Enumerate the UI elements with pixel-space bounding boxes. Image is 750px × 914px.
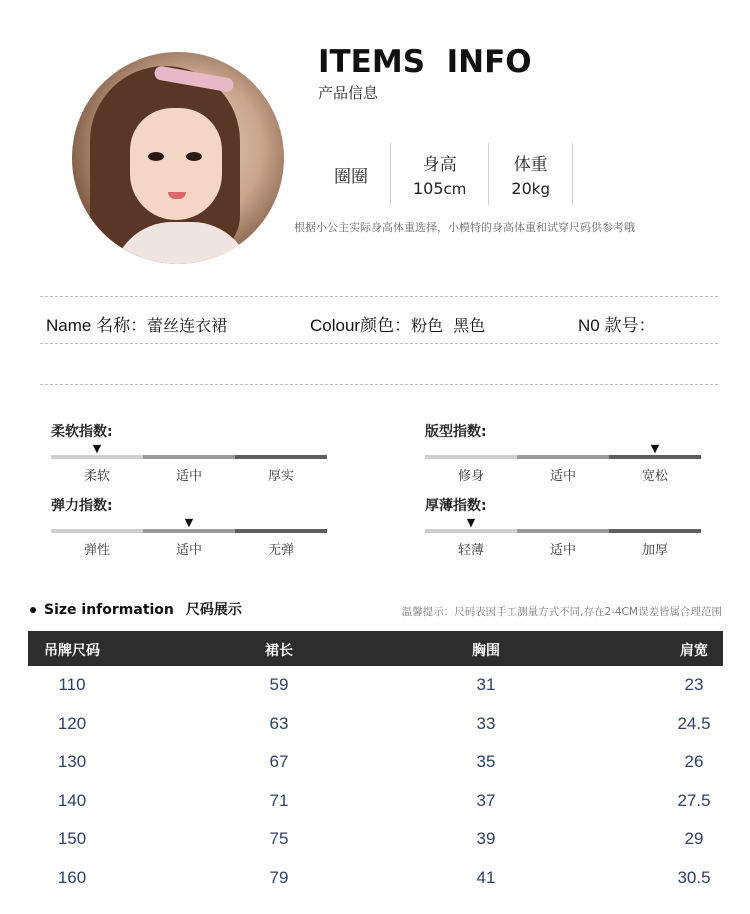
table-cell: 130 — [57, 752, 87, 771]
model-info — [318, 143, 573, 205]
table-header — [28, 631, 723, 666]
table-cell: 31 — [476, 675, 496, 694]
size-section-title — [30, 599, 242, 619]
index-label: 无弹 — [267, 543, 294, 558]
index-label: 适中 — [175, 543, 202, 558]
index-bar — [51, 529, 327, 533]
index-bar — [51, 455, 327, 459]
index-bar — [425, 529, 701, 533]
model-note: 根据小公主实际身高体重选择，小模特的身高体重和试穿尺码供参考哦 — [294, 221, 635, 234]
height-value: 105 — [413, 179, 444, 198]
header-cell: 胸围 — [472, 643, 500, 659]
index-label: 宽松 — [641, 469, 668, 484]
size-title-cn: 尺码展示 — [185, 602, 242, 618]
index-label: 柔软 — [83, 469, 110, 484]
colour-label: Colour颜色： — [310, 316, 412, 335]
table-row — [28, 705, 723, 744]
index-marker: ▼ — [92, 442, 102, 455]
size-tip: 温馨提示：尺码表因手工测量方式不同,存在2-4CM误差皆属合理范围 — [401, 606, 722, 618]
table-cell: 140 — [57, 790, 87, 810]
index-title: 版型指数: — [425, 424, 487, 440]
index-label: 修身 — [457, 469, 484, 484]
thickness-index — [425, 495, 701, 558]
table-row — [28, 820, 723, 859]
index-label: 适中 — [549, 469, 576, 484]
table-cell: 35 — [476, 752, 496, 771]
index-title: 柔软指数: — [51, 424, 113, 440]
header-cell: 肩宽 — [680, 643, 708, 659]
weight-label: 体重 — [513, 155, 548, 175]
table-cell: 29 — [684, 829, 704, 848]
model-name-cell — [318, 143, 391, 205]
table-cell: 33 — [476, 713, 496, 733]
model-height-cell — [391, 143, 489, 205]
table-row — [28, 859, 723, 898]
table-row — [28, 782, 723, 821]
index-label: 加厚 — [641, 543, 668, 558]
index-marker: ▼ — [184, 516, 194, 529]
model-weight-cell — [489, 143, 573, 205]
elasticity-index — [51, 495, 327, 558]
table-cell: 67 — [269, 752, 289, 771]
table-cell: 75 — [269, 829, 289, 848]
weight-value: 20 — [511, 179, 532, 198]
table-cell: 30.5 — [677, 867, 711, 887]
table-cell: 150 — [57, 829, 87, 848]
table-cell: 27.5 — [677, 790, 711, 810]
size-table — [28, 631, 723, 897]
index-bar — [425, 455, 701, 459]
table-cell: 63 — [269, 713, 289, 733]
table-row — [28, 743, 723, 782]
index-label: 弹性 — [83, 543, 110, 558]
weight-unit: kg — [531, 180, 550, 198]
page-title: ITEMS INFO — [318, 44, 532, 80]
table-cell: 160 — [57, 867, 87, 887]
name-value: 蕾丝连衣裙 — [147, 316, 228, 335]
name-label: Name 名称： — [46, 316, 148, 335]
table-cell: 59 — [269, 675, 289, 694]
product-number — [578, 311, 655, 336]
table-cell: 24.5 — [677, 713, 711, 733]
index-label: 适中 — [175, 469, 202, 484]
table-cell: 41 — [476, 867, 496, 887]
softness-index — [51, 421, 327, 484]
header-cell: 吊牌尺码 — [44, 643, 100, 659]
bullet-icon — [30, 607, 36, 613]
page-subtitle: 产品信息 — [318, 84, 379, 102]
index-label: 适中 — [549, 543, 576, 558]
size-title-en: Size information — [44, 602, 174, 618]
table-cell: 110 — [58, 675, 86, 694]
header-cell: 裙长 — [265, 643, 293, 659]
table-cell: 37 — [476, 790, 496, 810]
table-cell: 39 — [476, 829, 496, 848]
table-cell: 71 — [269, 790, 289, 810]
model-name: 圈圈 — [334, 166, 368, 187]
index-marker: ▼ — [650, 442, 660, 455]
table-cell: 26 — [684, 752, 704, 771]
divider — [40, 343, 718, 344]
height-value-group — [413, 179, 466, 198]
model-avatar — [72, 52, 284, 264]
index-marker: ▼ — [466, 516, 476, 529]
colour-value: 粉色 黑色 — [411, 316, 486, 335]
table-row — [28, 666, 723, 705]
product-colour — [310, 311, 485, 336]
table-cell: 23 — [684, 675, 704, 694]
fit-index — [425, 421, 701, 484]
height-unit: cm — [443, 180, 467, 198]
index-label: 厚实 — [267, 469, 294, 484]
divider — [40, 384, 718, 385]
product-name — [46, 311, 227, 336]
index-title: 厚薄指数: — [425, 498, 487, 514]
table-cell: 79 — [269, 867, 289, 887]
index-label: 轻薄 — [457, 543, 484, 558]
weight-value-group — [511, 179, 550, 198]
divider — [40, 296, 718, 297]
number-label: N0 款号： — [578, 316, 656, 335]
height-label: 身高 — [422, 155, 457, 175]
index-title: 弹力指数: — [51, 498, 113, 514]
table-body — [28, 666, 723, 897]
table-cell: 120 — [57, 713, 87, 733]
